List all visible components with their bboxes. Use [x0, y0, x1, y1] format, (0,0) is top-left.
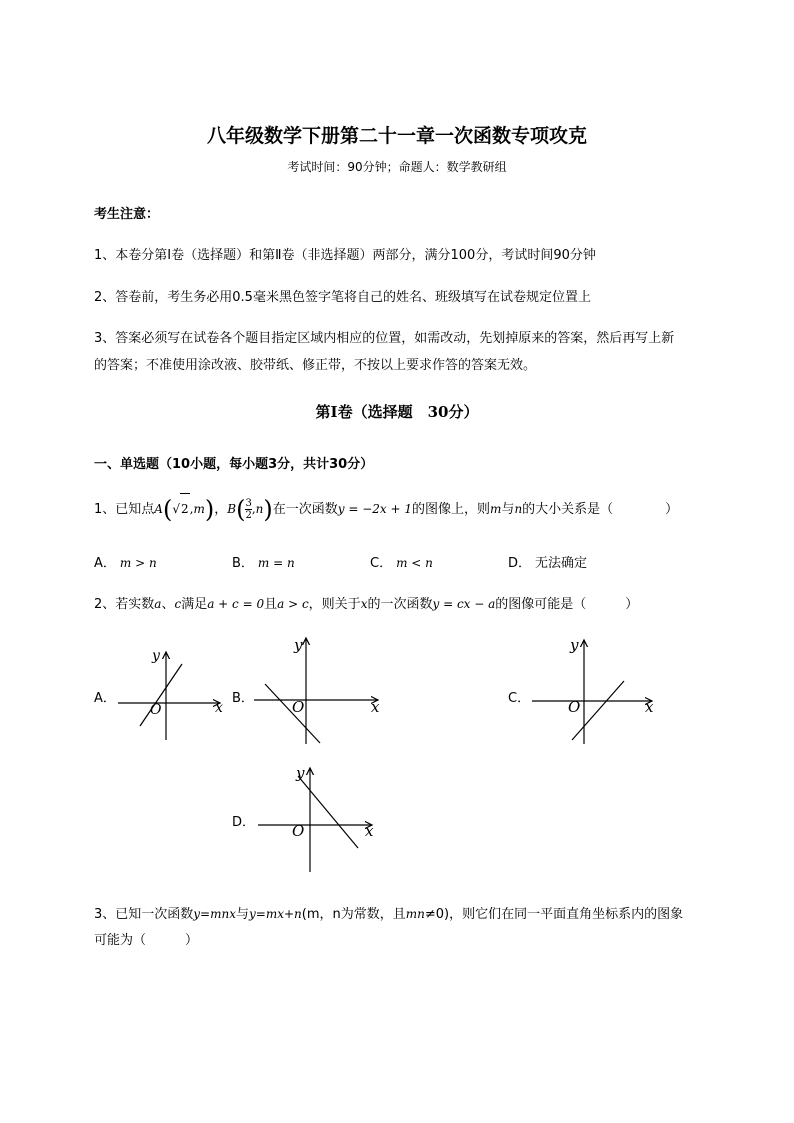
svg-text:O: O [292, 698, 305, 716]
q2-option-c[interactable]: C． [508, 691, 531, 706]
q2-option-d[interactable]: D． [232, 815, 256, 830]
question-2: 2、若实数a、c满足a + c = 0且a > c，则关于x的一次函数y = cx − a的图像可能是（ ） [94, 597, 639, 612]
svg-text:O: O [568, 698, 581, 716]
svg-text:O: O [150, 702, 162, 718]
q2-option-a[interactable]: A． [94, 691, 116, 706]
q1-comma: ， [214, 502, 228, 517]
q1-sqrt-sign: √ [172, 502, 180, 516]
svg-text:x: x [365, 822, 374, 840]
q3-function-1: y=mnx [193, 907, 236, 921]
q1-prefix: 1、已知点 [94, 502, 155, 517]
svg-text:x: x [371, 698, 380, 716]
svg-text:O: O [292, 822, 305, 840]
q2-graph-d [254, 762, 384, 882]
q1-function: y = −2x + 1 [337, 502, 413, 516]
svg-text:y: y [152, 648, 160, 664]
notice-item-2: 2、答卷前，考生务必用0.5毫米黑色签字笔将自己的姓名、班级填写在试卷规定位置上 [94, 290, 591, 305]
q2-option-b[interactable]: B． [232, 691, 254, 706]
q1-sqrt: 2 [180, 493, 190, 524]
function-line [298, 776, 358, 848]
q2-function: y = cx − a [432, 597, 496, 611]
q2-graph-b [250, 630, 390, 750]
q1-suffix2: 的大小关系是（ ） [522, 502, 679, 517]
q1-middle: 在一次函数 [272, 502, 338, 517]
q1-paren-close: ) [204, 495, 215, 524]
q1-option-c[interactable]: C． m < n [370, 556, 433, 571]
notice-item-3-cont: 的答案；不准使用涂改液、胶带纸、修正带，不按以上要求作答的答案无效。 [94, 358, 537, 373]
q1-n: n [255, 502, 264, 516]
q2-condition-2: a > c [277, 597, 309, 611]
part-heading: 一、单选题（10小题，每小题3分，共计30分） [94, 457, 374, 472]
q1-point-b: B [227, 502, 237, 516]
svg-text:y: y [296, 764, 305, 782]
svg-text:x: x [215, 700, 223, 716]
q1-option-b[interactable]: B． m = n [232, 556, 295, 571]
question-3-cont: 可能为（ ） [94, 933, 199, 948]
notice-item-3: 3、答案必须写在试卷各个题目指定区域内相应的位置，如需改动，先划掉原来的答案，然后再写上新 [94, 331, 675, 346]
question-3: 3、已知一次函数y=mnx与y=mx+n(m，n为常数，且mn≠0)，则它们在同一平面直角坐标系内的图象 [94, 907, 684, 922]
q1-m: m [193, 502, 205, 516]
q1-paren-open: ( [162, 495, 173, 524]
q1-option-d[interactable]: D． 无法确定 [508, 556, 588, 571]
svg-text:y: y [570, 636, 579, 654]
section-title: 第I卷（选择题 30分） [315, 403, 479, 421]
svg-text:x: x [645, 698, 654, 716]
page-title: 八年级数学下册第二十一章一次函数专项攻克 [206, 125, 587, 147]
notice-item-1: 1、本卷分第I卷（选择题）和第Ⅱ卷（非选择题）两部分，满分100分，考试时间90分钟 [94, 248, 596, 263]
q2-graph-a [114, 640, 234, 750]
q2-condition-1: a + c = 0 [207, 597, 265, 611]
q1-option-a[interactable]: A． m > n [94, 556, 157, 571]
q1-point-a: A [154, 502, 163, 516]
notice-heading: 考生注意： [94, 207, 160, 222]
q1-fraction: $\frac{3}{2}$ [245, 498, 252, 521]
q3-function-2: y=mx+n [249, 907, 302, 921]
exam-info: 考试时间：90分钟；命题人：数学教研组 [287, 160, 507, 174]
svg-text:y: y [294, 636, 303, 654]
question-1: 1、已知点A(√2,m)，B( $\frac{3}{2}$ ,n)在一次函数y = −2x + 1的图像上，则m与n的大小关系是（ ） [94, 493, 678, 525]
q2-graph-c [528, 634, 662, 746]
q1-suffix1: 的图像上，则 [412, 502, 491, 517]
